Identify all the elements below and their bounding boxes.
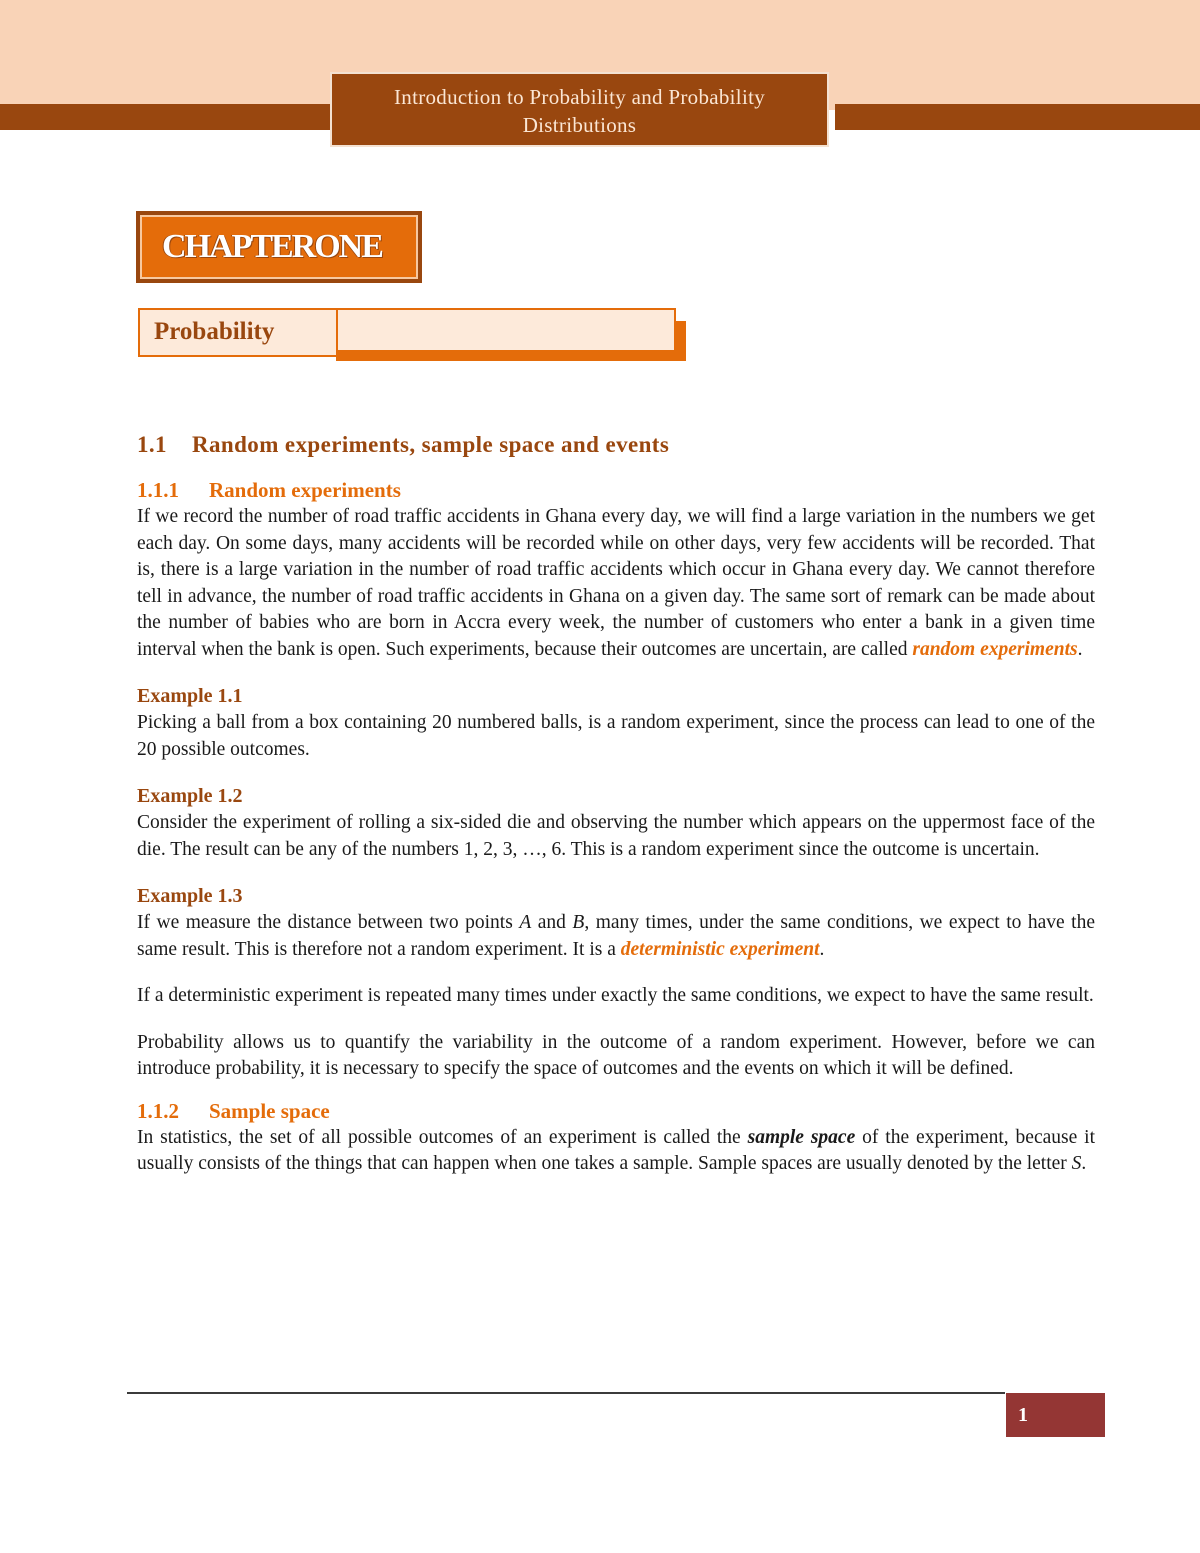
footer-divider xyxy=(127,1392,1005,1394)
example-text: Consider the experiment of rolling a six-sided die and observing the number which appears on the uppermost face of the die. The result can be any of the numbers 1, 2, 3, …, 6. This is a random experiment since the outcome is uncertain. xyxy=(137,812,1095,860)
term-random-experiments: random experiments xyxy=(912,638,1078,660)
section-title: Random experiments, sample space and events xyxy=(192,432,670,457)
running-header-line-1: Introduction to Probability and Probability xyxy=(393,85,766,109)
term-deterministic-experiment: deterministic experiment xyxy=(620,938,820,960)
variable-b: B xyxy=(572,912,585,933)
subsection-title: Sample space xyxy=(209,1098,330,1123)
subsection-number: 1.1.1 xyxy=(137,478,179,502)
page-content xyxy=(137,428,1095,1178)
term-sample-space: sample space xyxy=(747,1126,856,1148)
probability-paragraph: Probability allows us to quantify the variability in the outcome of a random experiment. However, before we can introduce probability, it is necessary to specify the space of outcomes and the events on which it will be defined. xyxy=(137,1031,1095,1079)
subsection-number: 1.1.2 xyxy=(137,1098,179,1123)
example-heading: Example 1.2 xyxy=(137,785,243,807)
section-number: 1.1 xyxy=(137,432,167,457)
variable-a: A xyxy=(519,912,532,933)
example-text: If we measure the distance between two points A and B, many times, under the same conditions, we expect to have the same result. This is therefore not a random experiment. It is a deterministic experiment. xyxy=(137,912,1096,960)
chapter-title: Probability xyxy=(138,308,338,357)
header-bar-right xyxy=(835,104,1200,130)
page-number: 1 xyxy=(1006,1393,1105,1437)
running-header xyxy=(330,72,829,147)
example-text: Picking a ball from a box containing 20 numbered balls, is a random experiment, since the process can lead to one of the 20 possible outcomes. xyxy=(137,712,1095,760)
header-bar-left xyxy=(0,104,330,130)
running-header-line-2: Distributions xyxy=(522,113,637,137)
chapter-label: CHAPTERONE xyxy=(136,211,422,283)
example-heading: Example 1.1 xyxy=(137,685,243,707)
deterministic-paragraph: If a deterministic experiment is repeated many times under exactly the same conditions, we expect to have the same result. xyxy=(137,985,1094,1006)
random-experiments-paragraph: If we record the number of road traffic accidents in Ghana every day, we will find a large variation in the numbers we get each day. On some days, many accidents will be recorded while on other days, very few accidents will be recorded. That is, there is a large variation in the number of road traffic accidents which occur in Ghana every day. We cannot therefore tell in advance, the number of road traffic accidents in Ghana on a given day. The same sort of remark can be made about the number of babies who are born in Accra every week, the number of customers who enter a bank in a given time interval when the bank is open. Such experiments, because their outcomes are uncertain, are called random experiments. xyxy=(137,506,1095,660)
subsection-heading-1-1-2 xyxy=(137,1097,1095,1125)
section-heading-1-1 xyxy=(137,428,1095,462)
subsection-title: Random experiments xyxy=(209,478,401,502)
example-heading: Example 1.3 xyxy=(137,885,243,907)
variable-s: S xyxy=(1071,1153,1082,1174)
chapter-title-strip xyxy=(334,308,676,352)
sample-space-paragraph: In statistics, the set of all possible outcomes of an experiment is called the sample space of the experiment, because it usually consists of the things that can happen when one takes a sample. Sample spaces are usually denoted by the letter S. xyxy=(137,1126,1095,1174)
subsection-heading-1-1-1 xyxy=(137,476,1095,504)
